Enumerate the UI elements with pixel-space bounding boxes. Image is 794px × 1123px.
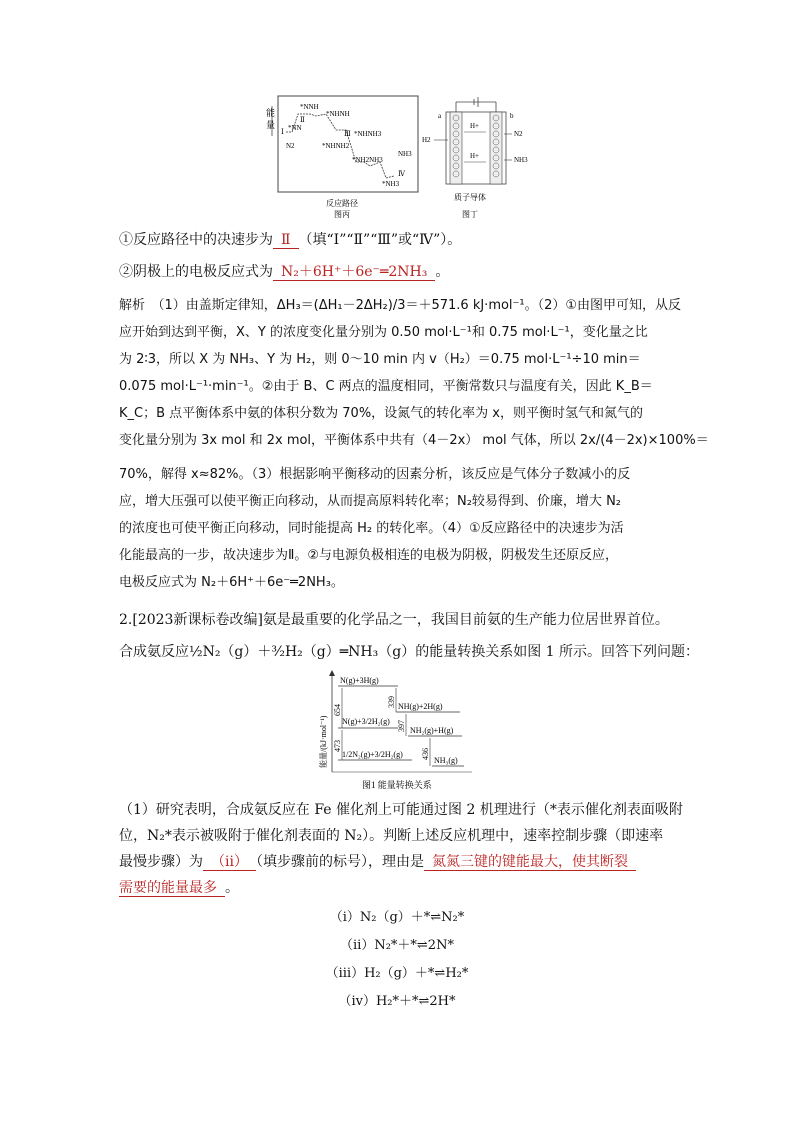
step-4: Ⅳ (398, 170, 405, 178)
analysis-line-8: 应，增大压强可以使平衡正向移动，从而提高原料转化率；N₂较易得到、价廉，增大 N₂ (119, 494, 622, 509)
mechanism-step-4: （ⅳ）H₂*＋*⇌2H* (338, 994, 456, 1009)
question-2 (119, 262, 449, 282)
mechanism-step-2: （ⅱ）N₂*＋*⇌2N* (340, 938, 454, 953)
species-4: *NHNH2 (322, 142, 350, 150)
fig-ding-label-h2: H2 (422, 136, 431, 144)
question-3-line-3 (119, 852, 636, 872)
figure-1 (312, 668, 482, 794)
figure-ding (420, 96, 530, 220)
fig-bing-ylabel-1: 能 (266, 108, 276, 118)
analysis-line-1: 解析 （1）由盖斯定律知，ΔH₃＝(ΔH₁－2ΔH₂)/3＝＋571.6 kJ·mol⁻¹。（2）①由图甲可知，从反 (119, 298, 682, 313)
question-3-line-1: （1）研究表明，合成氨反应在 Fe 催化剂上可能通过图 2 机理进行（*表示催化剂表面吸附 (119, 802, 683, 818)
fig1-level-4: 1/2N₂(g)+3/2H₂(g) (342, 750, 403, 759)
q1-text: ①反应路径中的决速步为 (119, 232, 273, 248)
question-1 (119, 230, 461, 250)
species-8: *NH3 (382, 180, 400, 188)
analysis-line-11: 电极反应式为 N₂＋6H⁺＋6e⁻═2NH₃。 (119, 575, 344, 590)
q3-answer-2a: 氮氮三键的键能最大，使其断裂 (424, 854, 636, 871)
fig-ding-label-b: b (510, 112, 514, 120)
q3-end: 。 (225, 880, 239, 896)
fig-bing-caption: 图丙 (334, 210, 350, 219)
fig-ding-label-n2: N2 (514, 130, 523, 138)
species-6: *NH2NH3 (352, 156, 383, 164)
analysis-line-7: 70%，解得 x≈82%。（3）根据影响平衡移动的因素分析，该反应是气体分子数减小的反 (119, 467, 631, 482)
fig-ding-label-h1: H+ (470, 122, 480, 130)
fig-ding-caption: 图丁 (462, 210, 478, 219)
fig-ding-label-h2p: H+ (470, 152, 480, 160)
species-5: *NHNH3 (354, 130, 382, 138)
fig1-level-3: NH₂(g)+H(g) (410, 726, 454, 735)
fig-ding-label-nh3: NH3 (514, 156, 528, 164)
fig1-value-397: 397 (397, 720, 406, 732)
fig1-value-436: 436 (421, 748, 430, 760)
fig-bing-xlabel: 反应路径 (326, 199, 358, 208)
fig-ding-bottom-label: 质子导体 (454, 193, 486, 202)
q2-text: ②阴极上的电极反应式为 (119, 264, 273, 280)
species-3: N2 (286, 142, 295, 150)
fig-ding-label-a: a (438, 112, 442, 120)
analysis-line-2: 应开始到达到平衡，X、Y 的浓度变化量分别为 0.50 mol·L⁻¹和 0.75 mol·L⁻¹，变化量之比 (119, 325, 648, 340)
fig1-level-0: N(g)+3H(g) (340, 676, 379, 685)
q2-answer: N₂＋6H⁺＋6e⁻═2NH₃ (273, 264, 435, 281)
q3-answer-2b: 需要的能量最多 (119, 880, 225, 897)
fig1-value-654: 654 (333, 704, 342, 716)
q3-text-b: （填步骤前的标号），理由是 (255, 854, 424, 870)
question-3-line-2: 位，N₂*表示被吸附于催化剂表面的 N₂）。判断上述反应机理中，速率控制步骤（即速率 (119, 828, 664, 844)
step-2: Ⅱ (300, 116, 305, 124)
analysis-line-4: 0.075 mol·L⁻¹·min⁻¹。②由于 B、C 两点的温度相同，平衡常数只与温度有关，因此 K_B＝ (119, 379, 653, 394)
step-3: Ⅲ (344, 130, 351, 138)
question-3-line-4 (119, 878, 239, 898)
step-1: Ⅰ (281, 128, 284, 136)
fig1-value-339: 339 (387, 696, 396, 708)
mechanism-step-1: （ⅰ）N₂（g）＋*⇌N₂* (329, 910, 465, 925)
fig-bing-ylabel-2: 量 (266, 120, 276, 130)
q2-suffix: 。 (435, 264, 450, 280)
figure-bing (260, 92, 420, 220)
fig1-value-473: 473 (333, 740, 342, 752)
analysis-line-6: 变化量分别为 3x mol 和 2x mol，平衡体系中共有（4－2x） mol 气体，所以 2x/(4－2x)×100%＝ (119, 433, 709, 448)
analysis-line-5: K_C；B 点平衡体系中氨的体积分数为 70%，设氮气的转化率为 x，则平衡时氢气和氮气的 (119, 406, 644, 421)
fig1-caption: 图1 能量转换关系 (362, 780, 432, 790)
analysis-line-9: 的浓度也可使平衡正向移动，同时能提高 H₂ 的转化率。（4）①反应路径中的决速步为活 (119, 521, 624, 536)
fig1-level-5: NH₃(g) (434, 756, 458, 765)
analysis-line-3: 为 2∶3，所以 X 为 NH₃、Y 为 H₂，则 0～10 min 内 v（H₂）＝0.75 mol·L⁻¹÷10 min＝ (119, 352, 641, 367)
q1-answer: Ⅱ (273, 232, 299, 249)
analysis-line-10: 化能最高的一步，故决速步为Ⅱ。②与电源负极相连的电极为阴极，阴极发生还原反应， (119, 548, 619, 563)
species-7: NH3 (398, 150, 412, 158)
fig1-ylabel: 能量/(kJ·mol⁻¹) (319, 715, 328, 768)
q3-answer-1: （ⅱ） (203, 854, 256, 871)
species-2: *NN (288, 124, 302, 132)
fig1-level-2: NH(g)+2H(g) (398, 702, 443, 711)
q3-text-a: 最慢步骤）为 (119, 854, 203, 870)
mechanism-step-3: （ⅲ）H₂（g）＋*⇌H₂* (325, 966, 469, 981)
problem2-line-2: 合成氨反应½N₂（g）＋³⁄₂H₂（g）═NH₃（g）的能量转换关系如图 1 所示。回答下列问题： (119, 644, 700, 660)
species-1: *NHNH (326, 110, 350, 118)
fig1-level-1: N(g)+3/2H₂(g) (342, 717, 390, 726)
species-0: *NNH (300, 103, 319, 111)
q1-suffix: （填“Ⅰ”“Ⅱ”“Ⅲ”或“Ⅳ”）。 (298, 232, 462, 248)
problem2-line-1: 2.[2023新课标卷改编]氨是最重要的化学品之一，我国目前氨的生产能力位居世界首位。 (119, 612, 669, 628)
